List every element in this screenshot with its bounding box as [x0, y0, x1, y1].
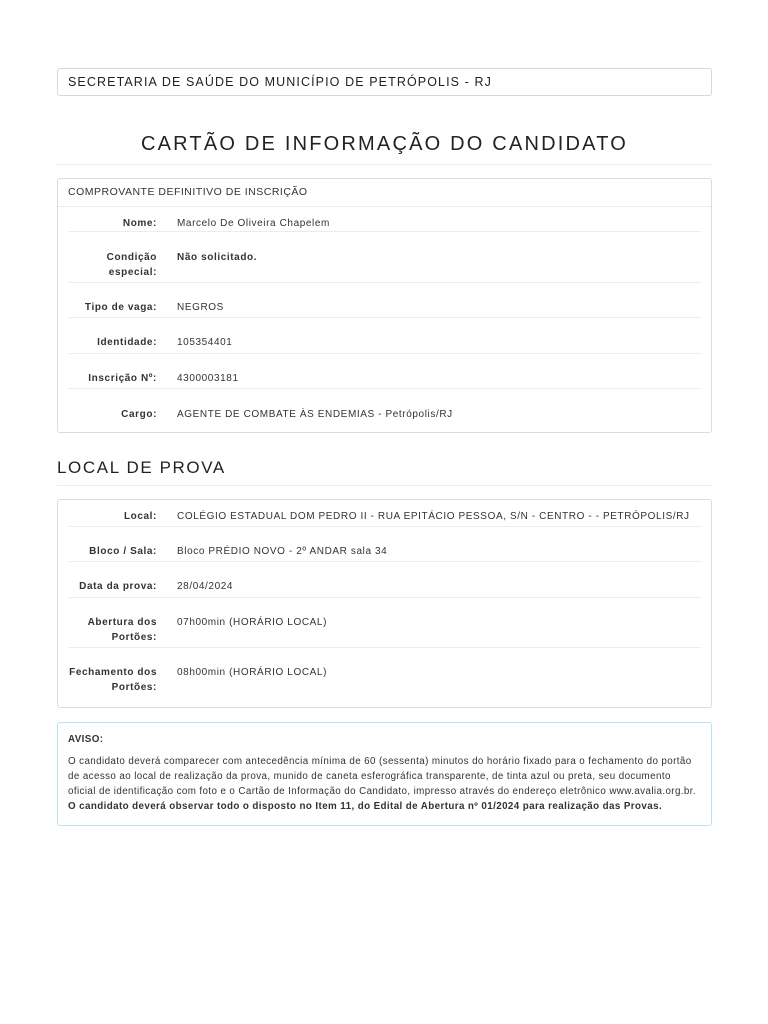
registration-card	[57, 178, 712, 433]
registration-card-title: COMPROVANTE DEFINITIVO DE INSCRIÇÃO	[58, 179, 711, 207]
gates-close-value: 08h00min (HORÁRIO LOCAL)	[177, 667, 328, 678]
name-label: Nome:	[122, 218, 157, 229]
exam-date-value: 28/04/2024	[177, 581, 234, 592]
identity-label: Identidade:	[97, 337, 157, 348]
place-label: Local:	[123, 511, 157, 522]
vacancy-type-value: NEGROS	[177, 302, 224, 313]
row-position	[68, 389, 701, 432]
notice-heading: AVISO:	[68, 734, 104, 745]
special-condition-value: Não solicitado.	[177, 252, 258, 263]
row-special-condition	[68, 232, 701, 283]
organization-name: SECRETARIA DE SAÚDE DO MUNICÍPIO DE PETRÓPOLIS - RJ	[68, 75, 492, 89]
row-identity	[68, 318, 701, 354]
place-value: COLÉGIO ESTADUAL DOM PEDRO II - RUA EPITÁCIO PESSOA, S/N - CENTRO - - PETRÓPOLIS/RJ	[177, 511, 690, 522]
row-exam-date	[68, 562, 701, 598]
row-gates-open	[68, 598, 701, 648]
document	[57, 68, 712, 826]
position-label: Cargo:	[121, 409, 157, 420]
exam-date-label: Data da prova:	[79, 581, 157, 592]
row-room	[68, 527, 701, 562]
row-place	[68, 500, 701, 527]
organization-header	[57, 68, 712, 96]
registration-number-label: Inscrição Nº:	[88, 373, 157, 384]
room-value: Bloco PRÉDIO NOVO - 2º ANDAR sala 34	[177, 546, 388, 557]
exam-location-card	[57, 499, 712, 708]
gates-open-label: Abertura dos Portões:	[87, 617, 157, 643]
notice-final: O candidato deverá observar todo o disposto no Item 11, do Edital de Abertura nº 01/2024 para realização das Provas.	[68, 801, 663, 812]
exam-location-title: LOCAL DE PROVA	[57, 458, 712, 486]
row-vacancy-type	[68, 283, 701, 318]
name-value: Marcelo De Oliveira Chapelem	[177, 218, 330, 229]
notice-box	[57, 722, 712, 826]
row-name	[68, 207, 701, 232]
vacancy-type-label: Tipo de vaga:	[84, 302, 157, 313]
gates-close-label: Fechamento dos Portões:	[69, 667, 157, 693]
notice-body: O candidato deverá comparecer com antecedência mínima de 60 (sessenta) minutos do horário fixado para o fechamento do portão de acesso ao local de realização da prova, munido de caneta esferográfica transparente, de tinta azul ou preta, seu documento oficial de identificação com foto e o Cartão de Informação do Candidato, impresso através do endereço eletrônico www.avalia.org.br.	[68, 756, 697, 797]
position-value: AGENTE DE COMBATE ÀS ENDEMIAS - Petrópolis/RJ	[177, 409, 453, 420]
identity-value: 105354401	[177, 337, 233, 348]
row-registration-number	[68, 354, 701, 389]
gates-open-value: 07h00min (HORÁRIO LOCAL)	[177, 617, 328, 628]
row-gates-close	[68, 648, 701, 707]
registration-number-value: 4300003181	[177, 373, 239, 384]
page-title: CARTÃO DE INFORMAÇÃO DO CANDIDATO	[57, 133, 712, 165]
special-condition-label: Condição especial:	[106, 252, 157, 278]
room-label: Bloco / Sala:	[89, 546, 157, 557]
